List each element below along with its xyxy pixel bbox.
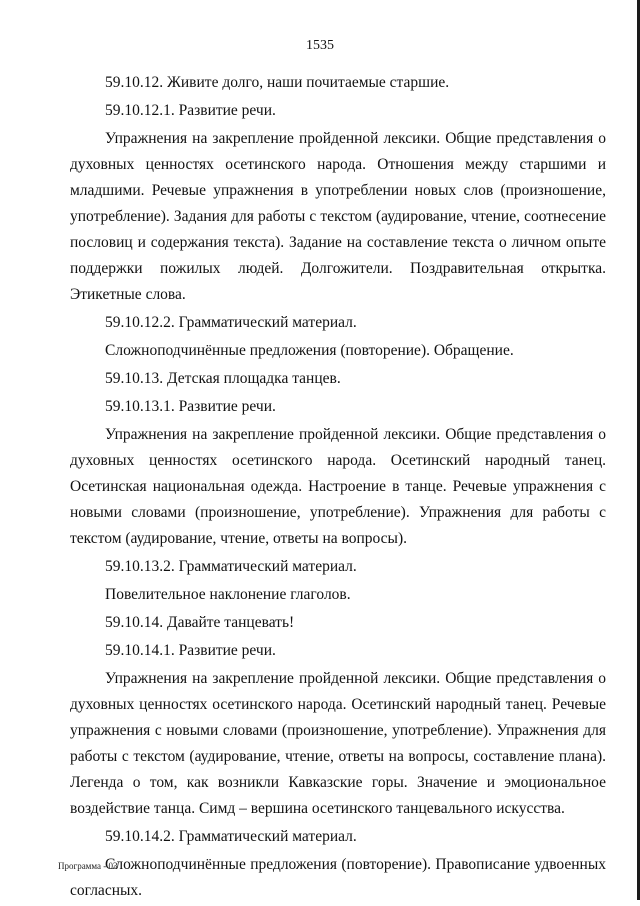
section-heading-59-10-14: 59.10.14. Давайте танцевать! bbox=[105, 614, 295, 631]
paragraph-59-10-14-2: Сложноподчинённые предложения (повторение). Правописание удвоенных согласных. bbox=[70, 856, 606, 899]
paragraph-59-10-12-1: Упражнения на закрепление пройденной лексики. Общие представления о духовных ценностях осетинского народа. Отношения между старшими и младшими. Речевые упражнения в употреблении новых слов (произношение, употребление). Задания для работы с текстом (аудирование, чтение, соотнесение пословиц и содержания текста). Задание на составление текста о личном опыте поддержки пожилых людей. Долгожители. Поздравительная открытка. Этикетные слова. bbox=[70, 130, 606, 303]
section-heading-59-10-12: 59.10.12. Живите долго, наши почитаемые старшие. bbox=[105, 74, 450, 91]
subsection-heading-59-10-14-2: 59.10.14.2. Грамматический материал. bbox=[105, 828, 357, 845]
paragraph-59-10-14-1: Упражнения на закрепление пройденной лексики. Общие представления о духовных ценностях осетинского народа. Осетинский народный танец. Речевые упражнения с новыми словами (произношение, употребление). Упражнения для работы с текстом (аудирование, чтение, ответы на вопросы, составление плана). Легенда о том, как возникли Кавказские горы. Значение и эмоциональное воздействие танца. Симд – вершина осетинского танцевального искусства. bbox=[70, 670, 606, 817]
page-number: 1535 bbox=[306, 38, 334, 53]
subsection-heading-59-10-12-2: 59.10.12.2. Грамматический материал. bbox=[105, 314, 357, 331]
paragraph-59-10-13-1: Упражнения на закрепление пройденной лексики. Общие представления о духовных ценностях осетинского народа. Осетинский народный танец. Осетинская национальная одежда. Настроение в танце. Речевые упражнения с новыми словами (произношение, употребление). Упражнения для работы с текстом (аудирование, чтение, ответы на вопросы). bbox=[70, 426, 606, 547]
paragraph-59-10-13-2: Повелительное наклонение глаголов. bbox=[105, 586, 351, 603]
section-heading-59-10-13: 59.10.13. Детская площадка танцев. bbox=[105, 370, 341, 387]
document-body bbox=[70, 70, 606, 906]
paragraph-59-10-12-2: Сложноподчинённые предложения (повторение). Обращение. bbox=[105, 342, 514, 359]
footer-program-label: Программа - 03 bbox=[58, 861, 118, 871]
subsection-heading-59-10-13-1: 59.10.13.1. Развитие речи. bbox=[105, 398, 276, 415]
subsection-heading-59-10-13-2: 59.10.13.2. Грамматический материал. bbox=[105, 558, 357, 575]
subsection-heading-59-10-12-1: 59.10.12.1. Развитие речи. bbox=[105, 102, 276, 119]
subsection-heading-59-10-14-1: 59.10.14.1. Развитие речи. bbox=[105, 642, 276, 659]
